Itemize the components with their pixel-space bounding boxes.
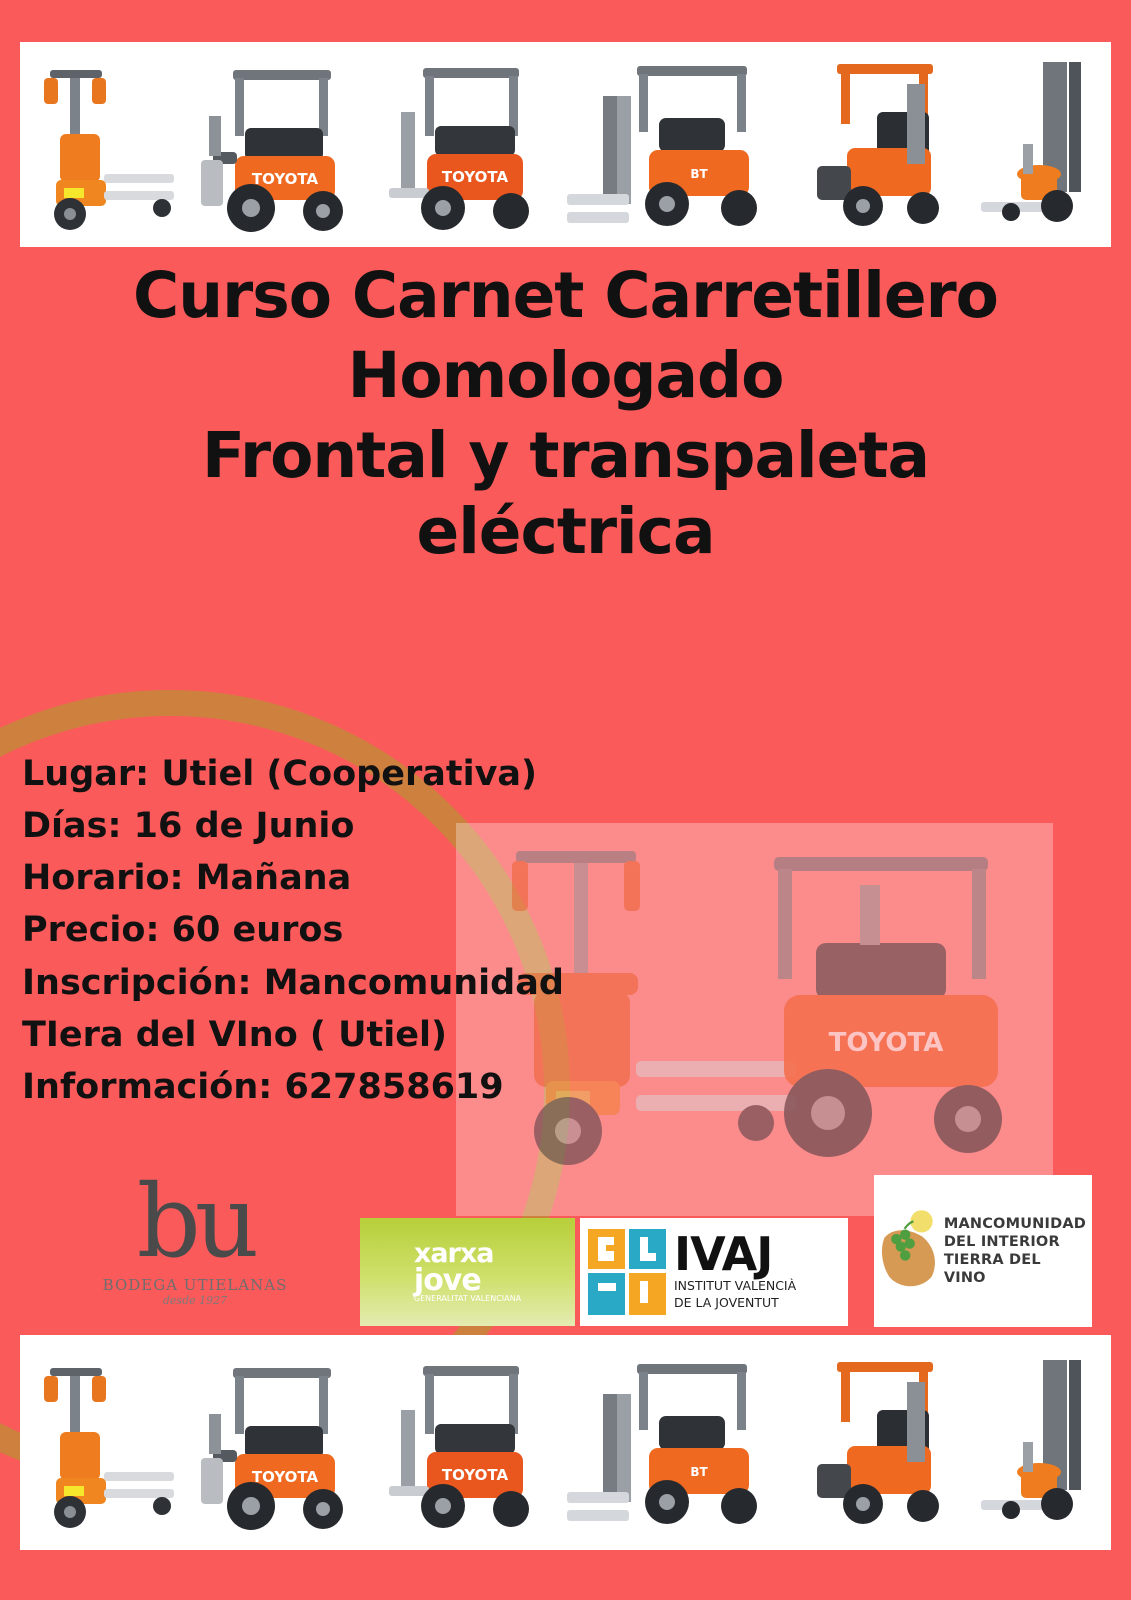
forklift-reach-truck-icon [563, 56, 788, 241]
svg-text:TOYOTA: TOYOTA [252, 1468, 319, 1486]
logo-bodega-utielanas [80, 1163, 310, 1327]
forklift-toyota-counterbalance-icon [199, 56, 364, 241]
xarxa-text [413, 1238, 522, 1304]
ivaj-line-2: DE LA JOVENTUT [674, 1295, 779, 1311]
course-details [22, 748, 642, 1113]
forklift-stand-up-icon [807, 56, 962, 241]
detail-inscripcion-2: TIera del VIno ( Utiel) [22, 1014, 447, 1055]
bodega-sub: desde 1927 [162, 1294, 228, 1307]
forklift-strip-bottom [20, 1335, 1111, 1550]
detail-dias: Días: 16 de Junio [22, 806, 355, 847]
title-line-3: Frontal y transpaleta [202, 419, 929, 493]
title-line-2: Homologado [347, 339, 784, 413]
logo-xarxa-jove [360, 1218, 575, 1326]
forklift-toyota-electric-icon-2 [383, 1349, 543, 1544]
ivaj-acronym: IVAJ [674, 1227, 773, 1282]
mancomunidad-line-1: MANCOMUNIDAD [943, 1215, 1086, 1232]
mancomunidad-text [944, 1215, 1086, 1288]
svg-text:BT: BT [689, 167, 708, 181]
mancomunidad-line-2: DEL INTERIOR [943, 1233, 1060, 1250]
poster-title [0, 259, 1131, 569]
detail-informacion: Información: 627858619 [22, 1066, 504, 1107]
forklift-strip-top [20, 42, 1111, 247]
forklift-pallet-truck-icon [30, 56, 180, 241]
forklift-toyota-electric-icon [383, 56, 543, 241]
forklift-reach-truck-icon-2 [563, 1349, 788, 1544]
detail-lugar: Lugar: Utiel (Cooperativa) [22, 754, 538, 794]
xarxa-line-2: jove [413, 1262, 481, 1298]
xarxa-sub: GENERALITAT VALENCIANA [413, 1294, 522, 1304]
logo-ivaj [580, 1218, 848, 1326]
forklift-pallet-truck-icon-2 [30, 1349, 180, 1544]
bodega-monogram: bu [136, 1163, 254, 1280]
xarxa-line-1: xarxa [413, 1238, 494, 1270]
forklift-stand-up-icon-2 [807, 1349, 962, 1544]
forklift-order-picker-icon [981, 56, 1101, 241]
detail-precio: Precio: 60 euros [22, 910, 344, 951]
svg-text:TOYOTA: TOYOTA [828, 1028, 944, 1058]
svg-text:TOYOTA: TOYOTA [442, 1466, 509, 1484]
bodega-name: BODEGA UTIELANAS [102, 1276, 288, 1294]
detail-horario: Horario: Mañana [22, 858, 352, 899]
forklift-order-picker-icon-2 [981, 1349, 1101, 1544]
title-line-1: Curso Carnet Carretillero [133, 259, 998, 332]
svg-text:TOYOTA: TOYOTA [442, 168, 509, 186]
svg-text:BT: BT [689, 1465, 708, 1479]
ivaj-mark-icon [588, 1229, 666, 1315]
mancomunidad-line-3: TIERRA DEL VINO [943, 1252, 1041, 1287]
detail-inscripcion: Inscripción: Mancomunidad [22, 962, 564, 1003]
ivaj-line-1: INSTITUT VALENCIÀ [674, 1277, 797, 1293]
forklift-toyota-counterbalance-icon-2 [199, 1349, 364, 1544]
ivaj-text [674, 1227, 797, 1311]
mancomunidad-emblem-icon [880, 1191, 944, 1311]
logo-mancomunidad [874, 1175, 1092, 1327]
svg-text:TOYOTA: TOYOTA [252, 170, 319, 188]
title-line-4: eléctrica [416, 495, 715, 569]
